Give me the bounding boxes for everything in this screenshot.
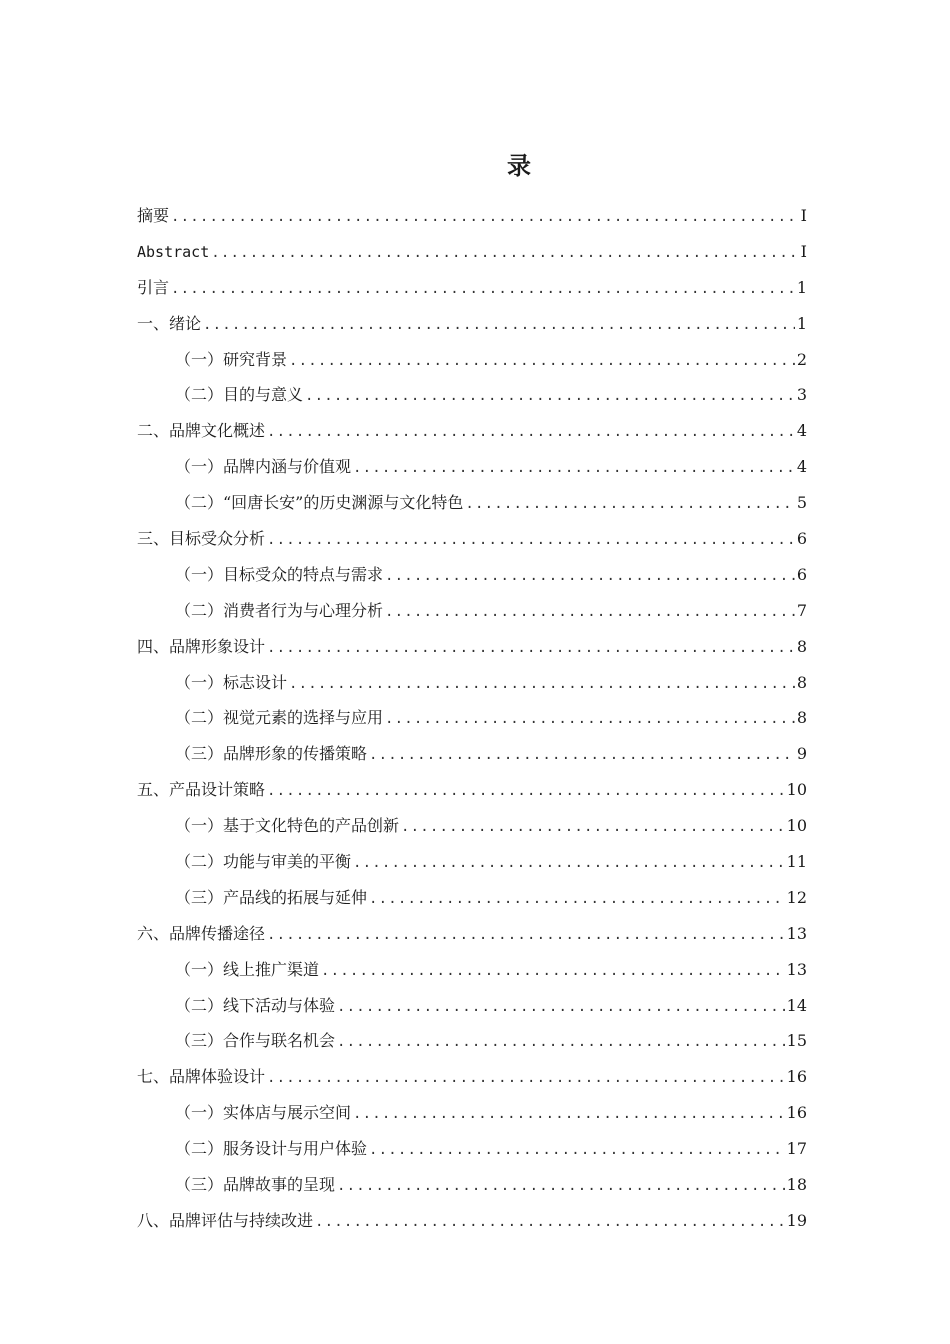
toc-entry-label: 引言 xyxy=(137,277,170,297)
toc-leader-dots xyxy=(337,990,785,1026)
toc-title: 录 xyxy=(507,152,533,180)
toc-entry[interactable] xyxy=(137,342,807,378)
toc-leader-dots xyxy=(385,702,795,738)
toc-entry-label: （一）实体店与展示空间 xyxy=(175,1103,352,1123)
toc-entry-page-number: 19 xyxy=(786,1210,807,1230)
toc-entry[interactable] xyxy=(137,1167,807,1203)
toc-entry-page-number: 3 xyxy=(796,385,807,405)
toc-entry-page-number: Ⅰ xyxy=(800,241,807,261)
toc-entry-page-number: 13 xyxy=(786,923,807,943)
toc-entry[interactable] xyxy=(137,1023,807,1059)
toc-leader-dots xyxy=(337,1169,785,1205)
toc-entry-label: （一）品牌内涵与价值观 xyxy=(175,457,352,477)
toc-entry-label: （二）线下活动与体验 xyxy=(175,995,336,1015)
toc-entry-label: Abstract xyxy=(137,242,210,261)
toc-leader-dots xyxy=(353,451,795,487)
toc-leader-dots xyxy=(267,1061,785,1097)
toc-leader-dots xyxy=(267,523,795,559)
toc-entry-label: （三）品牌故事的呈现 xyxy=(175,1175,336,1195)
toc-entry-page-number: 7 xyxy=(796,600,807,620)
toc-entry[interactable] xyxy=(137,736,807,772)
toc-entry-page-number: 11 xyxy=(786,852,807,872)
toc-entry[interactable] xyxy=(137,665,807,701)
toc-entry[interactable] xyxy=(137,844,807,880)
toc-leader-dots xyxy=(315,1205,785,1241)
toc-entry-page-number: 1 xyxy=(796,313,807,333)
toc-entry-label: 四、品牌形象设计 xyxy=(137,636,266,656)
toc-entry[interactable] xyxy=(137,270,807,306)
toc-entry-label: （一）线上推广渠道 xyxy=(175,959,320,979)
toc-entry[interactable] xyxy=(137,306,807,342)
toc-entry-page-number: 4 xyxy=(796,457,807,477)
toc-entry-page-number: 12 xyxy=(786,887,807,907)
toc-entry-label: （二）功能与审美的平衡 xyxy=(175,852,352,872)
toc-leader-dots xyxy=(171,200,795,236)
toc-entry-page-number: 8 xyxy=(796,672,807,692)
toc-entry-page-number: 5 xyxy=(796,493,807,513)
toc-entry[interactable] xyxy=(137,1203,807,1239)
toc-entry-label: （一）标志设计 xyxy=(175,672,288,692)
toc-entry-page-number: 14 xyxy=(786,995,807,1015)
toc-leader-dots xyxy=(369,882,785,918)
toc-entry-label: 七、品牌体验设计 xyxy=(137,1067,266,1087)
toc-entry-label: 三、目标受众分析 xyxy=(137,529,266,549)
toc-entry[interactable] xyxy=(137,952,807,988)
toc-entry[interactable] xyxy=(137,449,807,485)
toc-leader-dots xyxy=(321,954,785,990)
toc-entry-page-number: 18 xyxy=(786,1175,807,1195)
toc-list xyxy=(137,198,807,1239)
toc-entry[interactable] xyxy=(137,377,807,413)
toc-entry[interactable] xyxy=(137,1131,807,1167)
toc-entry-label: （三）合作与联名机会 xyxy=(175,1031,336,1051)
toc-leader-dots xyxy=(267,415,795,451)
toc-entry-label: （二）服务设计与用户体验 xyxy=(175,1139,368,1159)
toc-entry[interactable] xyxy=(137,1095,807,1131)
toc-entry-page-number: 6 xyxy=(796,564,807,584)
toc-entry-label: （二）消费者行为与心理分析 xyxy=(175,600,384,620)
toc-leader-dots xyxy=(305,379,795,415)
toc-entry-page-number: 6 xyxy=(796,529,807,549)
toc-entry-label: （一）基于文化特色的产品创新 xyxy=(175,816,400,836)
toc-leader-dots xyxy=(289,667,795,703)
toc-leader-dots xyxy=(267,774,785,810)
toc-leader-dots xyxy=(211,236,795,272)
toc-entry-label: （二）视觉元素的选择与应用 xyxy=(175,708,384,728)
toc-entry-page-number: 17 xyxy=(786,1139,807,1159)
toc-leader-dots xyxy=(267,631,795,667)
toc-entry-page-number: 16 xyxy=(786,1103,807,1123)
toc-entry[interactable] xyxy=(137,557,807,593)
toc-leader-dots xyxy=(337,1025,785,1061)
toc-leader-dots xyxy=(353,846,785,882)
toc-entry[interactable] xyxy=(137,700,807,736)
toc-entry[interactable] xyxy=(137,916,807,952)
toc-entry-label: 八、品牌评估与持续改进 xyxy=(137,1210,314,1230)
toc-entry-label: （三）产品线的拓展与延伸 xyxy=(175,887,368,907)
toc-entry-page-number: 9 xyxy=(796,744,807,764)
toc-entry[interactable] xyxy=(137,808,807,844)
toc-entry-label: 二、品牌文化概述 xyxy=(137,421,266,441)
toc-entry-page-number: 8 xyxy=(796,636,807,656)
toc-entry-label: （一）研究背景 xyxy=(175,349,288,369)
toc-entry-label: （三）品牌形象的传播策略 xyxy=(175,744,368,764)
toc-entry-page-number: 16 xyxy=(786,1067,807,1087)
toc-leader-dots xyxy=(369,1133,785,1169)
toc-entry[interactable] xyxy=(137,880,807,916)
toc-entry-label: 摘要 xyxy=(137,206,170,225)
toc-leader-dots xyxy=(369,738,795,774)
toc-entry[interactable] xyxy=(137,234,807,270)
toc-leader-dots xyxy=(353,1097,785,1133)
toc-entry-page-number: 8 xyxy=(796,708,807,728)
toc-entry[interactable] xyxy=(137,521,807,557)
toc-leader-dots xyxy=(385,559,795,595)
toc-leader-dots xyxy=(385,595,795,631)
toc-entry-page-number: 4 xyxy=(796,421,807,441)
toc-entry-page-number: Ⅰ xyxy=(800,206,807,225)
toc-entry[interactable] xyxy=(137,485,807,521)
toc-entry[interactable] xyxy=(137,988,807,1024)
toc-leader-dots xyxy=(401,810,785,846)
toc-entry[interactable] xyxy=(137,629,807,665)
toc-entry[interactable] xyxy=(137,772,807,808)
toc-entry[interactable] xyxy=(137,1059,807,1095)
toc-entry-page-number: 10 xyxy=(786,816,807,836)
toc-entry-label: 六、品牌传播途径 xyxy=(137,923,266,943)
toc-leader-dots xyxy=(203,308,795,344)
toc-entry[interactable] xyxy=(137,198,807,234)
toc-entry-label: （二）目的与意义 xyxy=(175,385,304,405)
toc-entry[interactable] xyxy=(137,413,807,449)
toc-leader-dots xyxy=(465,487,794,523)
toc-entry-label: （二）“回唐长安”的历史渊源与文化特色 xyxy=(175,493,464,513)
toc-entry-page-number: 13 xyxy=(786,959,807,979)
toc-leader-dots xyxy=(289,344,795,380)
toc-entry-label: 一、绪论 xyxy=(137,313,202,333)
toc-entry-page-number: 15 xyxy=(786,1031,807,1051)
toc-entry-page-number: 10 xyxy=(786,780,807,800)
toc-entry[interactable] xyxy=(137,593,807,629)
toc-entry-page-number: 1 xyxy=(796,277,807,297)
toc-entry-label: 五、产品设计策略 xyxy=(137,780,266,800)
toc-entry-label: （一）目标受众的特点与需求 xyxy=(175,564,384,584)
toc-leader-dots xyxy=(171,272,795,308)
toc-leader-dots xyxy=(267,918,785,954)
toc-entry-page-number: 2 xyxy=(796,349,807,369)
